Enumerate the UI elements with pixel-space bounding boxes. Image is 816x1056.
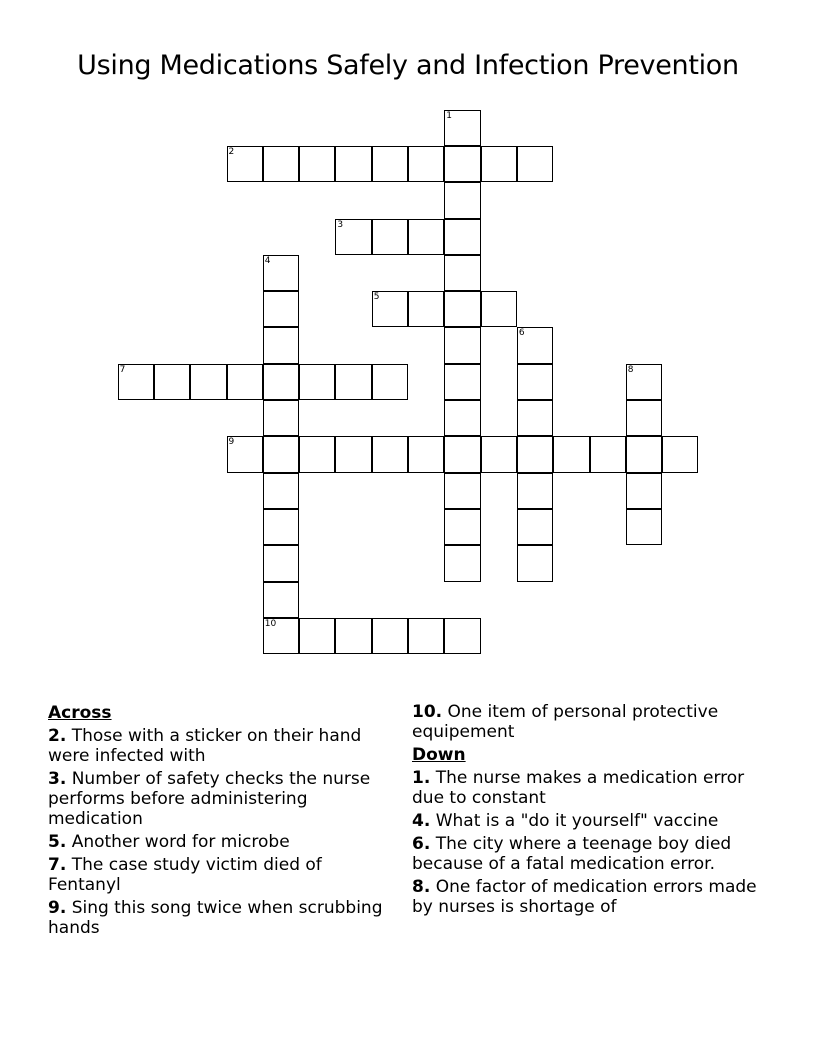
page-title: Using Medications Safely and Infection Prevention — [77, 50, 739, 81]
clue-number: 1. — [412, 768, 431, 788]
clue-text: One factor of medication errors made by nurses is shortage of — [412, 877, 757, 917]
cell-number: 3 — [337, 219, 344, 230]
grid-cell[interactable] — [444, 364, 480, 400]
clue-text: The nurse makes a medication error due to constant — [412, 768, 745, 808]
grid-cell[interactable] — [335, 436, 371, 472]
grid-cell[interactable] — [299, 146, 335, 182]
grid-cell[interactable] — [263, 327, 299, 363]
grid-cell[interactable] — [263, 146, 299, 182]
grid-cell[interactable] — [626, 509, 662, 545]
clues-left-column — [48, 702, 398, 941]
clue-text: Number of safety checks the nurse performs before administering medication — [48, 769, 371, 829]
clue-text: Sing this song twice when scrubbing hands — [48, 898, 383, 938]
grid-cell[interactable] — [444, 182, 480, 218]
grid-cell[interactable] — [227, 436, 263, 472]
grid-cell[interactable] — [481, 291, 517, 327]
clue-across-9 — [48, 898, 398, 938]
grid-cell[interactable] — [372, 618, 408, 654]
cell-number: 10 — [264, 618, 277, 629]
clue-text: Those with a sticker on their hand were infected with — [48, 726, 362, 766]
clues-right-column — [412, 702, 772, 920]
grid-cell[interactable] — [335, 364, 371, 400]
clue-text: The city where a teenage boy died because of a fatal medication error. — [412, 834, 732, 874]
clue-text: What is a "do it yourself" vaccine — [430, 811, 719, 831]
grid-cell[interactable] — [444, 255, 480, 291]
clue-text: The case study victim died of Fentanyl — [48, 855, 322, 895]
grid-cell[interactable] — [444, 327, 480, 363]
clue-across-10 — [412, 702, 772, 742]
across-heading: Across — [48, 703, 112, 723]
grid-cell[interactable] — [263, 582, 299, 618]
cell-number: 5 — [373, 292, 380, 303]
grid-cell[interactable] — [227, 146, 263, 182]
grid-cell[interactable] — [444, 291, 480, 327]
grid-cell[interactable] — [299, 618, 335, 654]
grid-cell[interactable] — [408, 219, 444, 255]
grid-cell[interactable] — [626, 473, 662, 509]
clue-across-7 — [48, 855, 398, 895]
grid-cell[interactable] — [517, 545, 553, 581]
grid-cell[interactable] — [553, 436, 589, 472]
grid-cell[interactable] — [481, 436, 517, 472]
clue-number: 10. — [412, 702, 443, 722]
grid-cell[interactable] — [408, 291, 444, 327]
grid-cell[interactable] — [590, 436, 626, 472]
grid-cell[interactable] — [481, 146, 517, 182]
grid-cell[interactable] — [335, 146, 371, 182]
grid-cell[interactable] — [444, 400, 480, 436]
clue-down-8 — [412, 877, 772, 917]
grid-cell[interactable] — [372, 146, 408, 182]
grid-cell[interactable] — [444, 509, 480, 545]
grid-cell[interactable] — [517, 364, 553, 400]
grid-cell[interactable] — [154, 364, 190, 400]
cell-number: 4 — [264, 255, 271, 266]
grid-cell[interactable] — [517, 436, 553, 472]
grid-cell[interactable] — [263, 255, 299, 291]
grid-cell[interactable] — [372, 364, 408, 400]
grid-cell[interactable] — [299, 436, 335, 472]
grid-cell[interactable] — [372, 219, 408, 255]
grid-cell[interactable] — [517, 473, 553, 509]
cell-number: 9 — [228, 437, 235, 448]
clue-text: One item of personal protective equipement — [412, 702, 719, 742]
grid-cell[interactable] — [408, 146, 444, 182]
grid-cell[interactable] — [444, 473, 480, 509]
grid-cell[interactable] — [517, 327, 553, 363]
grid-cell[interactable] — [408, 618, 444, 654]
grid-cell[interactable] — [517, 400, 553, 436]
grid-cell[interactable] — [626, 364, 662, 400]
grid-cell[interactable] — [372, 291, 408, 327]
cell-number: 8 — [627, 364, 634, 375]
grid-cell[interactable] — [517, 509, 553, 545]
cell-number: 1 — [446, 110, 453, 121]
grid-cell[interactable] — [263, 291, 299, 327]
clue-number: 7. — [48, 855, 67, 875]
grid-cell[interactable] — [335, 618, 371, 654]
down-heading: Down — [412, 745, 466, 765]
clue-number: 8. — [412, 877, 431, 897]
grid-cell[interactable] — [372, 436, 408, 472]
grid-cell[interactable] — [263, 364, 299, 400]
grid-cell[interactable] — [444, 436, 480, 472]
clue-number: 6. — [412, 834, 431, 854]
grid-cell[interactable] — [263, 436, 299, 472]
grid-cell[interactable] — [263, 618, 299, 654]
grid-cell[interactable] — [626, 400, 662, 436]
clue-number: 2. — [48, 726, 67, 746]
grid-cell[interactable] — [118, 364, 154, 400]
clue-number: 4. — [412, 811, 431, 831]
grid-cell[interactable] — [444, 110, 480, 146]
grid-cell[interactable] — [263, 545, 299, 581]
grid-cell[interactable] — [408, 436, 444, 472]
grid-cell[interactable] — [626, 436, 662, 472]
clue-down-1 — [412, 768, 772, 808]
grid-cell[interactable] — [517, 146, 553, 182]
clue-number: 5. — [48, 832, 67, 852]
grid-cell[interactable] — [263, 509, 299, 545]
grid-cell[interactable] — [444, 545, 480, 581]
grid-cell[interactable] — [662, 436, 698, 472]
grid-cell[interactable] — [444, 146, 480, 182]
clue-across-3 — [48, 769, 398, 829]
clue-down-4 — [412, 811, 772, 831]
grid-cell[interactable] — [190, 364, 226, 400]
grid-cell[interactable] — [444, 219, 480, 255]
grid-cell[interactable] — [227, 364, 263, 400]
grid-cell[interactable] — [263, 400, 299, 436]
clue-number: 3. — [48, 769, 67, 789]
grid-cell[interactable] — [263, 473, 299, 509]
grid-cell[interactable] — [444, 618, 480, 654]
clue-text: Another word for microbe — [66, 832, 290, 852]
grid-cell[interactable] — [335, 219, 371, 255]
clue-down-6 — [412, 834, 772, 874]
cell-number: 7 — [119, 364, 126, 375]
cell-number: 6 — [518, 328, 525, 339]
clue-across-5 — [48, 832, 398, 852]
clue-across-2 — [48, 726, 398, 766]
clue-number: 9. — [48, 898, 67, 918]
cell-number: 2 — [228, 146, 235, 157]
grid-cell[interactable] — [299, 364, 335, 400]
